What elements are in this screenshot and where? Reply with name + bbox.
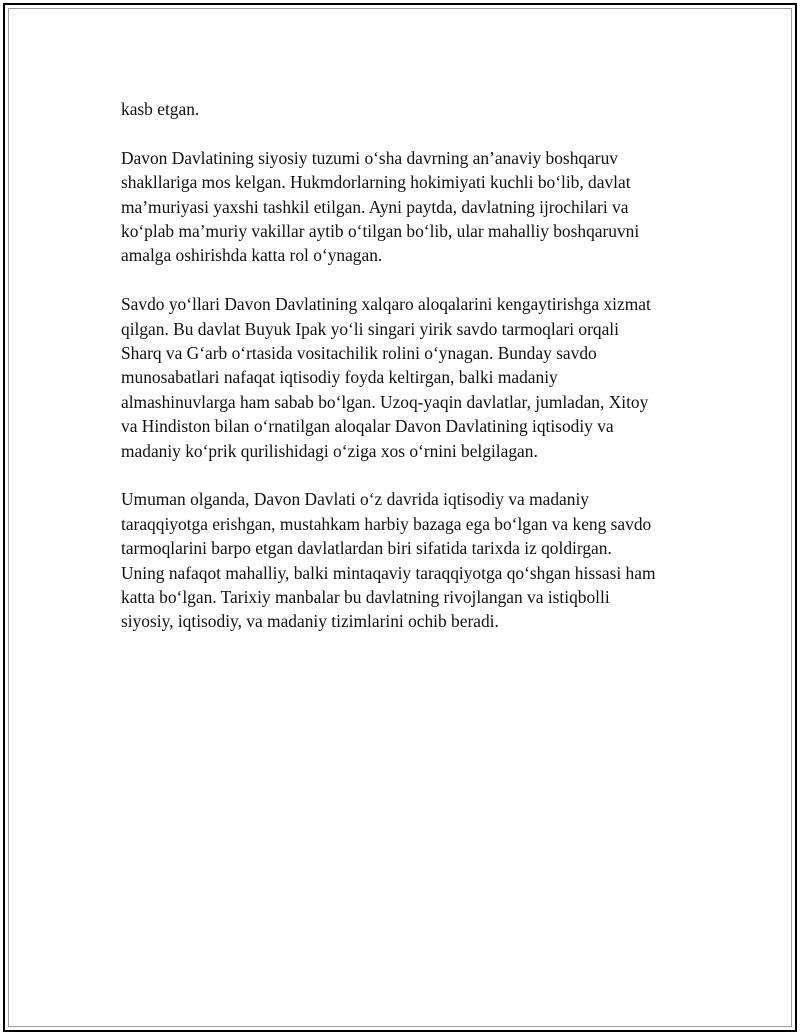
paragraph-4: Umuman olganda, Davon Davlati o‘z davrida iqtisodiy va madaniy taraqqiyotga erishgan, mustahkam harbiy bazaga ega bo‘lgan va keng savdo tarmoqlarini barpo etgan davlatlardan biri sifatida tarixda iz qoldirgan. Uning nafaqot mahalliy, balki mintaqaviy taraqqiyotga qo‘shgan hissasi ham katta bo‘lgan. Tarixiy manbalar bu davlatning rivojlangan va istiqbolli siyosiy, iqtisodiy, va madaniy tizimlarini ochib beradi. <box>121 489 656 632</box>
page-border <box>3 3 797 1032</box>
document-body <box>121 97 701 658</box>
paragraph-2: Davon Davlatining siyosiy tuzumi o‘sha davrning an’anaviy boshqaruv shakllariga mos kelgan. Hukmdorlarning hokimiyati kuchli bo‘lib, davlat ma’muriyasi yaxshi tashkil etilgan. Ayni paytda, davlatning ijrochilari va ko‘plab ma’muriy vakillar aytib o‘tilgan bo‘lib, ular mahalliy boshqaruvni amalga oshirishda katta rol o‘ynagan. <box>121 147 640 266</box>
paragraph-3: Savdo yo‘llari Davon Davlatining xalqaro aloqalarini kengaytirishga xizmat qilgan. Bu davlat Buyuk Ipak yo‘li singari yirik savdo tarmoqlari orqali Sharq va G‘arb o‘rtasida vositachilik rolini o‘ynagan. Bunday savdo munosabatlari nafaqat iqtisodiy foyda keltirgan, balki madaniy almashinuvlarga ham sabab bo‘lgan. Uzoq-yaqin davlatlar, jumladan, Xitoy va Hindiston bilan o‘rnatilgan aloqalar Davon Davlatining iqtisodiy va madaniy ko‘prik qurilishidagi o‘ziga xos o‘rnini belgilagan. <box>121 294 651 461</box>
paragraph-1: kasb etgan. <box>121 99 200 119</box>
